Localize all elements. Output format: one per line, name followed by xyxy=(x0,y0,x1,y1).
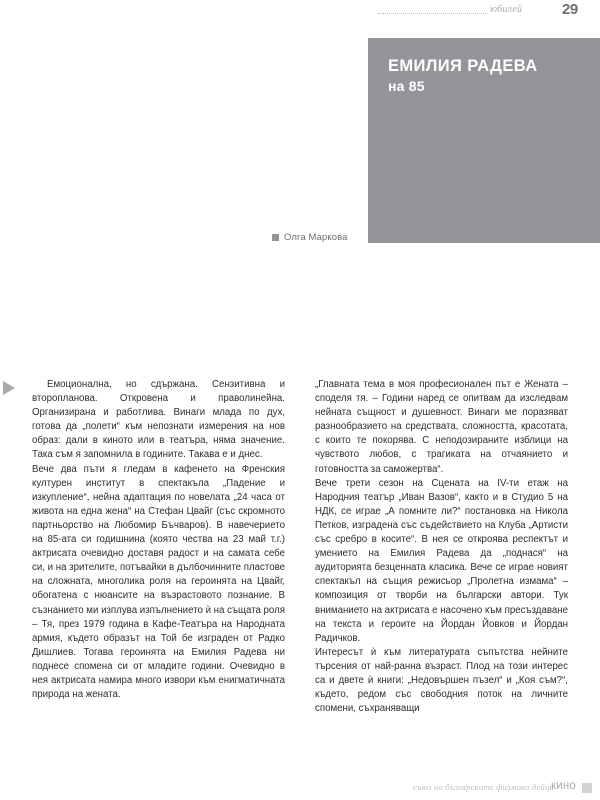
square-bullet-icon xyxy=(272,234,279,241)
paragraph: „Главната тема в моя професионален път е Жената – споделя тя. – Години наред се опитвам да изследвам нейната същност и душевност. Винаги ме поразяват разнообразието на средствата, сложността, красотата, с които те покорява. С неподозираните изблици на чувството любов, с трагиката на отчаянието и готовността за саможертва“. xyxy=(315,379,568,475)
article-column-left xyxy=(32,378,285,702)
title-block xyxy=(368,38,600,243)
byline-author: Олга Маркова xyxy=(284,232,348,243)
page-subtitle: на 85 xyxy=(388,78,425,94)
drop-arrow-icon xyxy=(3,381,15,395)
paragraph: Вече два пъти я гледам в кафенето на Френския културен институт в спектакъла „Падение и изкупление“, нейна адаптация по новелата „24 часа от живота на една жена“ на Стефан Цвайг (със скромното партньорство на Любомир Бъчваров). В навечерието на 85-ата си годишнина (която чества на 23 май т.г.) актрисата очевидно доставя радост и на самата себе си, и на зрителите, потъвайки в дълбочинните пластове на сложната, многолика роля на героинята на Цвайг, обогатена с нюансите на възрастовото познание. В съзнанието ми изплува изпълнението ѝ на същата роля – Тя, през 1979 година в Кафе-Театъра на Народната армия, където образът на Той бе изграден от Радко Дишлиев. Тогава героинята на Емилия Радева ни поднесе спомена си от младите години. Очевидно в нея актрисата намира много извори към енигматичната природа на жената. xyxy=(32,463,286,701)
running-head xyxy=(0,0,600,26)
footer-brand: кино xyxy=(550,780,576,792)
page-title: ЕМИЛИЯ РАДЕВА xyxy=(388,57,538,75)
paragraph: Интересът ѝ към литературата съпътства нейните търсения от най-ранна възраст. Плод на този интерес са и двете ѝ книги: „Недовършен пъзел“ и „Коя съм?“, където, редом със свободния поток на личните спомени, съхраняващи xyxy=(315,646,568,715)
square-mark-icon xyxy=(582,783,592,793)
article-column-right xyxy=(315,378,568,716)
page-footer xyxy=(0,780,600,800)
paragraph: Вече трети сезон на Сцената на IV-ти етаж на Народния театър „Иван Вазов“, както и в Студио 5 на НДК, се играе „А помните ли?“ постановка на Никола Петков, изградена със съдействието на Клуба „Артисти със сребро в косите“. В нея се откроява респектът и умението на Емилия Радева да „поднася“ на аудиторията безценната класика. Вече се играе новият спектакъл на същия режисьор „Пролетна измама“ – композиция от творби на български автори. Тук вниманието на актрисата е насочено към пресъздаване на текста и героите на Йордан Йовков и Йордан Радичков. xyxy=(315,477,568,644)
byline xyxy=(272,232,348,243)
running-head-rule xyxy=(378,13,488,15)
article-body xyxy=(0,378,600,778)
paragraph: Емоционална, но сдържана. Сензитивна и второпланова. Откровена и праволинейна. Организирана и работлива. Винаги млада по дух, готова да „полети“ към непознати измерения на нов образ: дали в киното или в театъра, няма значение. Така съм я запомнила в годините. Такава е и днес. xyxy=(32,379,285,461)
page-number: 29 xyxy=(562,1,578,18)
running-head-section: юбилей xyxy=(490,4,523,15)
footer-tagline: съюз на българските филмови дейци xyxy=(413,782,554,792)
